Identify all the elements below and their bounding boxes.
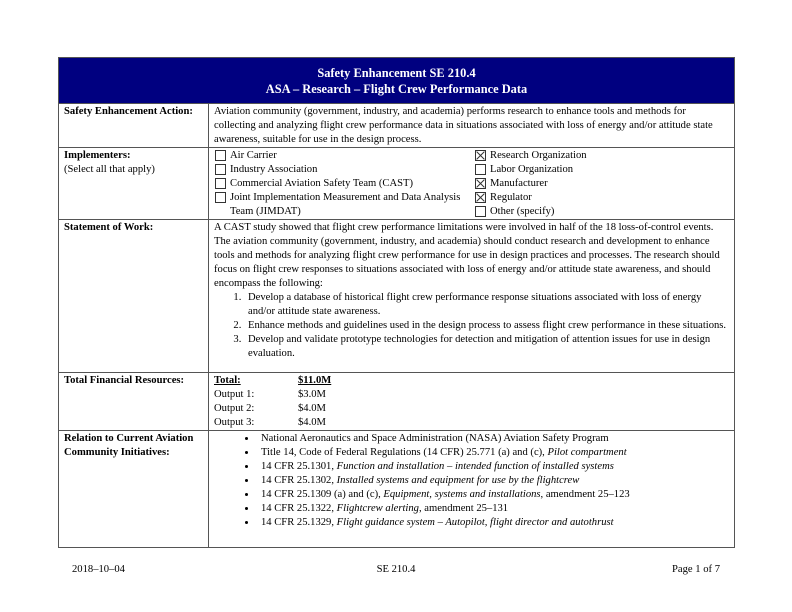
relation-item-title: Function and installation – intended function of installed systems (336, 461, 614, 472)
checkbox-icon[interactable] (475, 164, 486, 175)
relation-list-item (257, 502, 730, 516)
row-label: Implementers: (64, 150, 131, 161)
action-text: Aviation community (government, industry, and academia) performs research to enhance tools and methods for collecting and analyzing flight crew performance data in situations associated with loss of energy and/or attitude state awareness, suitable for use in the design process. (214, 106, 713, 145)
checkbox-icon[interactable] (215, 150, 226, 161)
statement-list (214, 291, 730, 361)
statement-text: A CAST study showed that flight crew performance limitations were involved in half of the 18 loss-of-control events. The aviation community (government, industry, and academia) should conduct research and development to enhance tools and methods for analyzing flight crew performance for use in design practices and processes. The research should focus on flight crew responses to situations associated with loss of energy and/or attitude state awareness, and should encompass the following: (214, 222, 720, 289)
financial-total-label: Total: (214, 375, 241, 386)
financial-cell (209, 373, 734, 430)
relation-item-reference: 14 CFR 25.1329, (261, 517, 337, 528)
checkbox-icon[interactable] (215, 192, 226, 203)
row-sublabel: (Select all that apply) (64, 164, 155, 175)
row-implementers (59, 148, 734, 220)
implementer-option[interactable] (214, 191, 474, 219)
header-title: Safety Enhancement SE 210.4 (317, 66, 476, 80)
checked-checkbox-icon[interactable] (475, 178, 486, 189)
implementer-option-label: Regulator (490, 192, 532, 203)
row-label: Safety Enhancement Action: (64, 106, 193, 117)
financial-output-label: Output 3: (214, 417, 255, 428)
row-label-cell (59, 431, 209, 547)
financial-outputs (214, 388, 730, 430)
implementer-option-label: Research Organization (490, 150, 587, 161)
row-financial-resources (59, 373, 734, 431)
implementer-option[interactable] (474, 205, 587, 219)
statement-list-item: 3. Develop and validate prototype technologies for detection and mitigation of attention issues for use in design evaluation. (244, 333, 730, 361)
relation-item-reference: 14 CFR 25.1322, (261, 503, 337, 514)
relation-item-title: Installed systems and equipment for use by the flightcrew (336, 475, 580, 486)
checkbox-icon[interactable] (215, 178, 226, 189)
row-safety-enhancement-action (59, 104, 734, 148)
relation-item-reference: 14 CFR 25.1309 (a) and (c), (261, 489, 384, 500)
footer-page-number: Page 1 of 7 (672, 564, 720, 575)
financial-output-value: $4.0M (298, 417, 326, 428)
safety-enhancement-table (58, 57, 735, 548)
implementer-option-label: Labor Organization (490, 164, 574, 175)
row-label-cell (59, 373, 209, 430)
relation-item-suffix: , amendment 25–131 (418, 503, 509, 514)
relation-item-reference: National Aeronautics and Space Administration (NASA) Aviation Safety Program (261, 433, 609, 444)
checked-checkbox-icon[interactable] (475, 192, 486, 203)
row-label: Statement of Work: (64, 222, 154, 233)
implementer-option-label: Manufacturer (490, 178, 548, 189)
row-relation-initiatives (59, 431, 734, 547)
statement-cell (209, 220, 734, 372)
financial-output-value: $4.0M (298, 403, 326, 414)
checkbox-icon[interactable] (475, 206, 486, 217)
implementer-option[interactable] (474, 149, 587, 163)
implementer-option[interactable] (474, 191, 587, 205)
statement-list-item: 2. Enhance methods and guidelines used in the design process to assess flight crew performance in these situations. (244, 319, 730, 333)
implementer-option[interactable] (474, 163, 587, 177)
page-footer (72, 563, 720, 577)
row-label-cell (59, 220, 209, 372)
implementers-checklist (209, 148, 734, 219)
implementer-option[interactable] (214, 177, 474, 191)
relation-list-item (257, 516, 730, 530)
implementer-option-label: Other (specify) (490, 206, 555, 217)
footer-date: 2018–10–04 (72, 564, 125, 575)
relation-item-title: Flightcrew alerting (336, 503, 419, 514)
relation-item-suffix: , amendment 25–123 (540, 489, 630, 500)
financial-output-row (214, 388, 730, 402)
financial-output-label: Output 2: (214, 403, 255, 414)
implementer-option-label: Air Carrier (230, 150, 277, 161)
financial-output-label: Output 1: (214, 389, 255, 400)
relation-list-item (257, 488, 730, 502)
table-header (59, 58, 734, 104)
relation-item-reference: 14 CFR 25.1301, (261, 461, 337, 472)
relation-item-reference: 14 CFR 25.1302, (261, 475, 337, 486)
row-statement-of-work (59, 220, 734, 373)
header-subtitle: ASA – Research – Flight Crew Performance Data (265, 82, 528, 96)
relation-item-title: Flight guidance system – Autopilot, flight director and autothrust (336, 517, 614, 528)
financial-total (214, 374, 730, 388)
implementer-option-label: Commercial Aviation Safety Team (CAST) (230, 178, 414, 189)
implementers-right-column (474, 149, 587, 218)
implementers-left-column (214, 149, 474, 218)
footer-doc-id: SE 210.4 (376, 564, 416, 575)
relation-item-title: Equipment, systems and installations (383, 489, 541, 500)
implementer-option[interactable] (214, 149, 474, 163)
implementer-option-label: Joint Implementation Measurement and Data Analysis Team (JIMDAT) (230, 192, 461, 217)
financial-total-value: $11.0M (298, 375, 332, 386)
row-label-cell (59, 148, 209, 219)
row-label-cell (59, 104, 209, 147)
statement-list-item: 1. Develop a database of historical flight crew performance response situations associated with loss of energy and/or attitude state awareness. (244, 291, 730, 319)
checkbox-icon[interactable] (215, 164, 226, 175)
relation-list-item (257, 460, 730, 474)
relation-list (214, 432, 730, 530)
implementer-option[interactable] (474, 177, 587, 191)
financial-output-row (214, 402, 730, 416)
relation-item-reference: Title 14, Code of Federal Regulations (14 CFR) 25.771 (a) and (c), (261, 447, 548, 458)
relation-list-item (257, 432, 730, 446)
implementer-option[interactable] (214, 163, 474, 177)
relation-list-item (257, 474, 730, 488)
implementer-option-label: Industry Association (230, 164, 318, 175)
row-label: Relation to Current Aviation Community Initiatives: (64, 433, 194, 458)
financial-output-value: $3.0M (298, 389, 326, 400)
checked-checkbox-icon[interactable] (475, 150, 486, 161)
relation-item-title: Pilot compartment (547, 447, 627, 458)
relation-list-item (257, 446, 730, 460)
financial-output-row (214, 416, 730, 430)
relation-cell (209, 431, 734, 547)
row-label: Total Financial Resources: (64, 375, 185, 386)
